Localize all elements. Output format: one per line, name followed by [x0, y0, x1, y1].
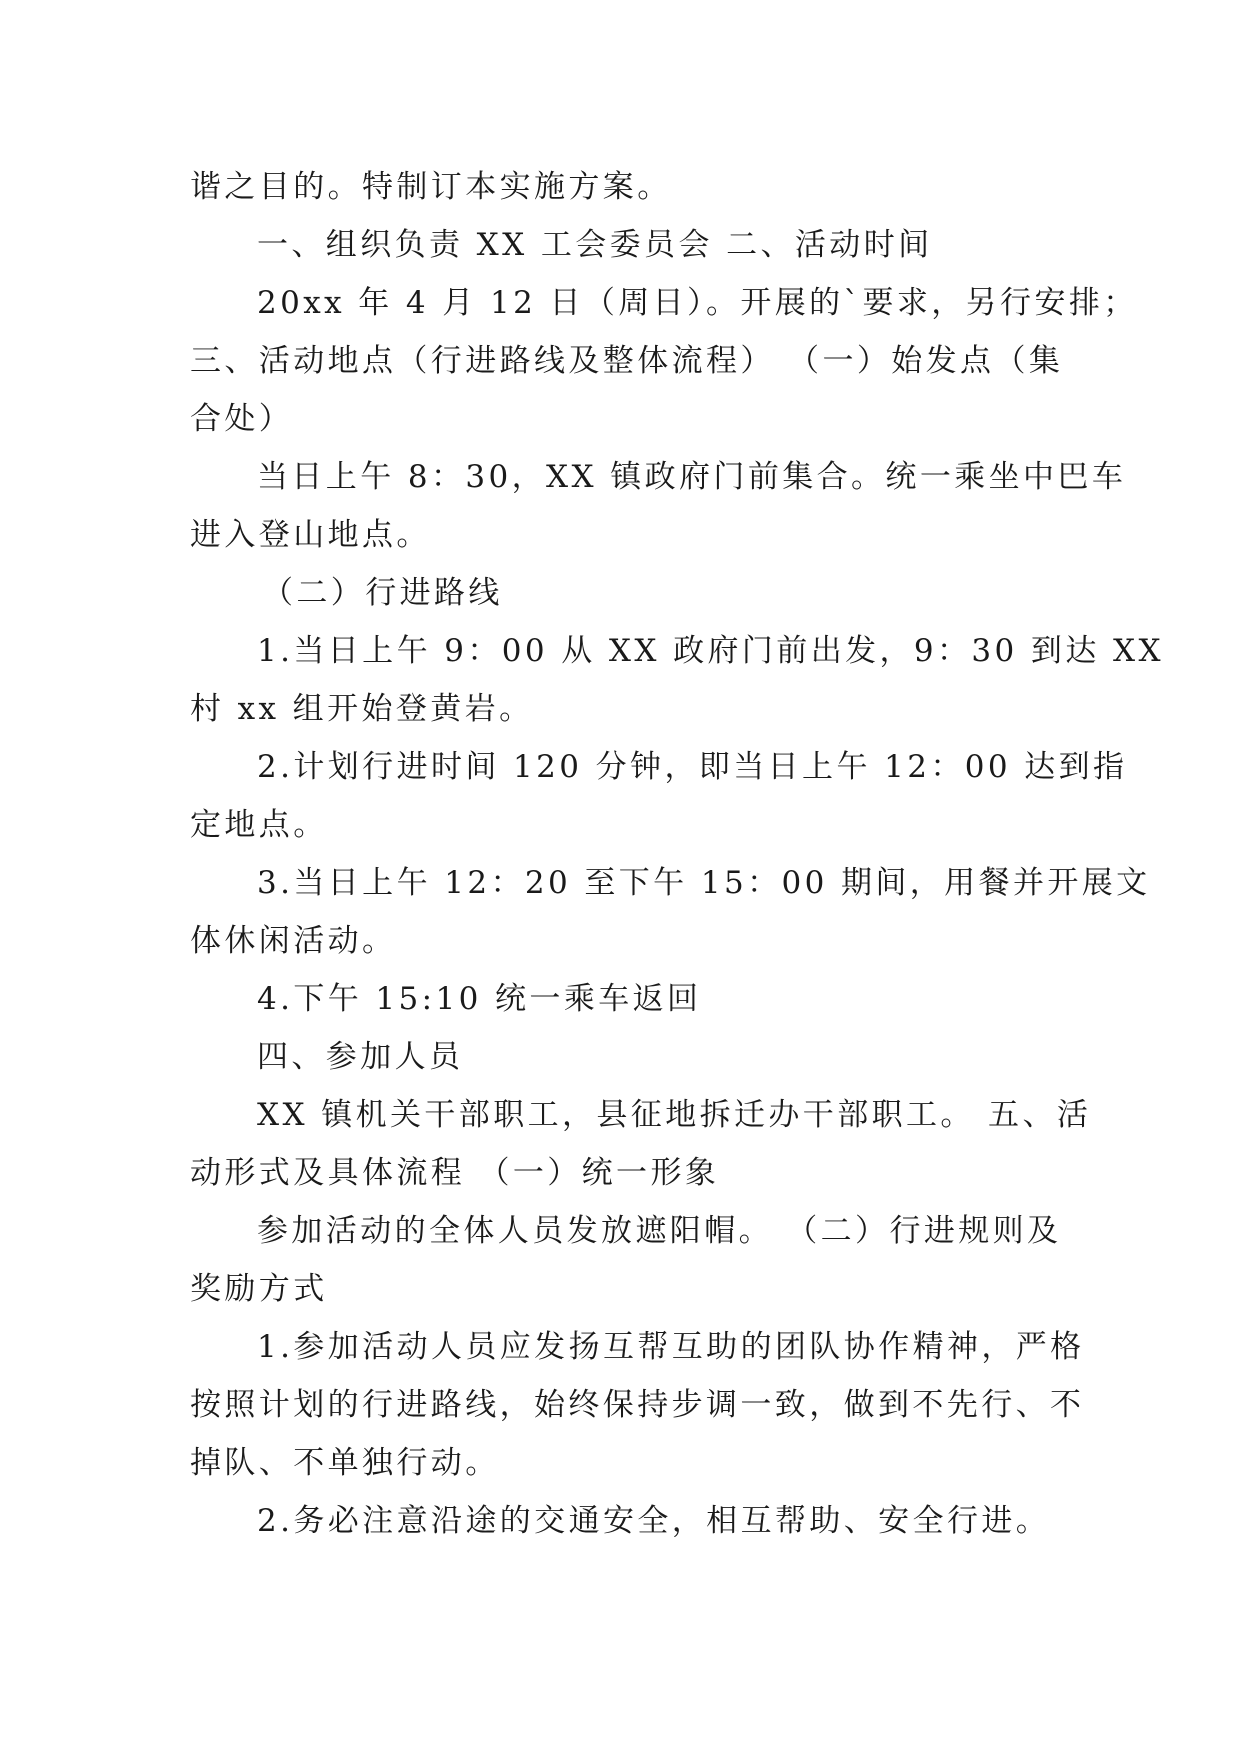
text-line: 1.参加活动人员应发扬互帮互助的团队协作精神，严格: [257, 1329, 1085, 1365]
text-line: 按照计划的行进路线，始终保持步调一致，做到不先行、不: [190, 1387, 1085, 1423]
text-line: 一、组织负责 XX 工会委员会 二、活动时间: [257, 227, 933, 263]
text-line: XX 镇机关干部职工，县征地拆迁办干部职工。 五、活: [257, 1097, 1092, 1133]
text-line: 1.当日上午 9：00 从 XX 政府门前出发，9：30 到达 XX: [257, 633, 1164, 669]
text-line: 动形式及具体流程 （一）统一形象: [190, 1155, 720, 1191]
text-line: 四、参加人员: [257, 1039, 464, 1075]
text-line: 体休闲活动。: [190, 923, 397, 959]
text-line: 村 xx 组开始登黄岩。: [190, 691, 534, 727]
text-line: 参加活动的全体人员发放遮阳帽。 （二）行进规则及: [257, 1213, 1062, 1249]
text-line: 谐之目的。特制订本实施方案。: [190, 169, 672, 205]
text-line: 3.当日上午 12：20 至下午 15：00 期间，用餐并开展文: [257, 865, 1151, 901]
text-line: （二）行进路线: [262, 575, 503, 611]
text-line: 合处）: [190, 401, 294, 437]
text-line: 4.下午 15:10 统一乘车返回: [257, 981, 702, 1017]
text-line: 掉队、不单独行动。: [190, 1445, 500, 1481]
text-line: 三、活动地点（行进路线及整体流程） （一）始发点（集: [190, 343, 1064, 379]
text-line: 2.务必注意沿途的交通安全，相互帮助、安全行进。: [257, 1503, 1051, 1539]
text-line: 奖励方式: [190, 1271, 328, 1307]
text-line: 当日上午 8：30，XX 镇政府门前集合。统一乘坐中巴车: [257, 459, 1127, 495]
text-line: 进入登山地点。: [190, 517, 431, 553]
text-line: 2.计划行进时间 120 分钟，即当日上午 12：00 达到指: [257, 749, 1128, 785]
text-line: 定地点。: [190, 807, 328, 843]
text-line: 20xx 年 4 月 12 日（周日）。开展的`要求，另行安排；: [257, 285, 1138, 321]
